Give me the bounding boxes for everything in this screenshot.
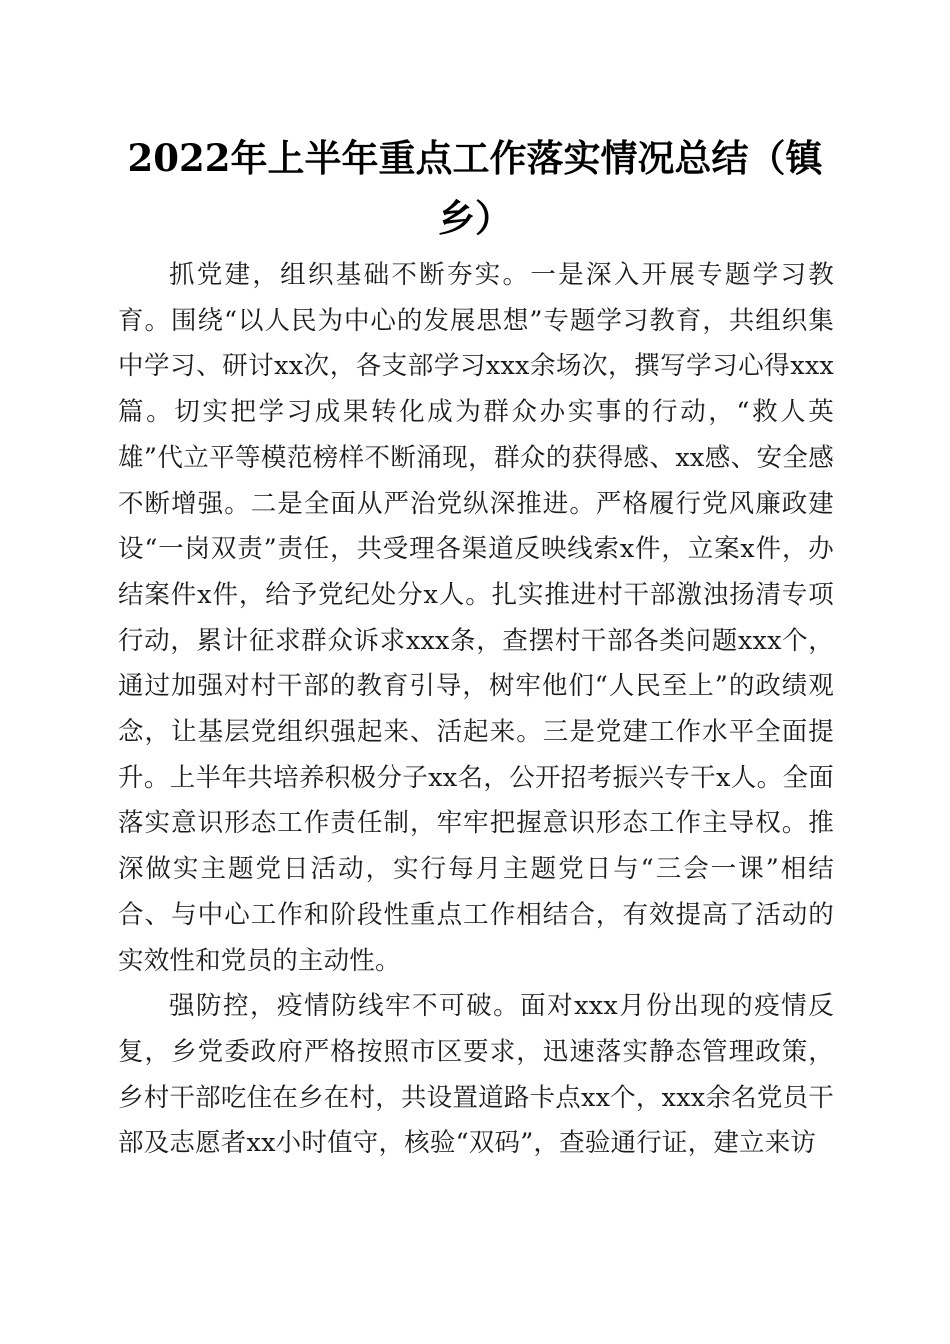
document-body <box>118 253 834 1167</box>
paragraph-party-building: 抓党建，组织基础不断夯实。一是深入开展专题学习教育。围绕“以人民为中心的发展思想”专题学习教育，共组织集中学习、研讨xx次，各支部学习xxx余场次，撰写学习心得xxx篇。切实把学习成果转化成为群众办实事的行动，“救人英雄”代立平等模范榜样不断涌现，群众的获得感、xx感、安全感不断增强。二是全面从严治党纵深推进。严格履行党风廉政建设“一岗双责”责任，共受理各渠道反映线索x件，立案x件，办结案件x件，给予党纪处分x人。扎实推进村干部激浊扬清专项行动，累计征求群众诉求xxx条，查摆村干部各类问题xxx个，通过加强对村干部的教育引导，树牢他们“人民至上”的政绩观念，让基层党组织强起来、活起来。三是党建工作水平全面提升。上半年共培养积极分子xx名，公开招考振兴专干x人。全面落实意识形态工作责任制，牢牢把握意识形态工作主导权。推深做实主题党日活动，实行每月主题党日与“三会一课”相结合、与中心工作和阶段性重点工作相结合，有效提高了活动的实效性和党员的主动性。 <box>118 260 834 976</box>
document-title: 2022年上半年重点工作落实情况总结（镇乡） <box>127 136 823 240</box>
paragraph-epidemic-control: 强防控，疫情防线牢不可破。面对xxx月份出现的疫情反复，乡党委政府严格按照市区要求，迅速落实静态管理政策，乡村干部吃住在乡在村，共设置道路卡点xx个，xxx余名党员干部及志愿者xx小时值守，核验“双码”，查验通行证，建立来访 <box>118 991 834 1159</box>
